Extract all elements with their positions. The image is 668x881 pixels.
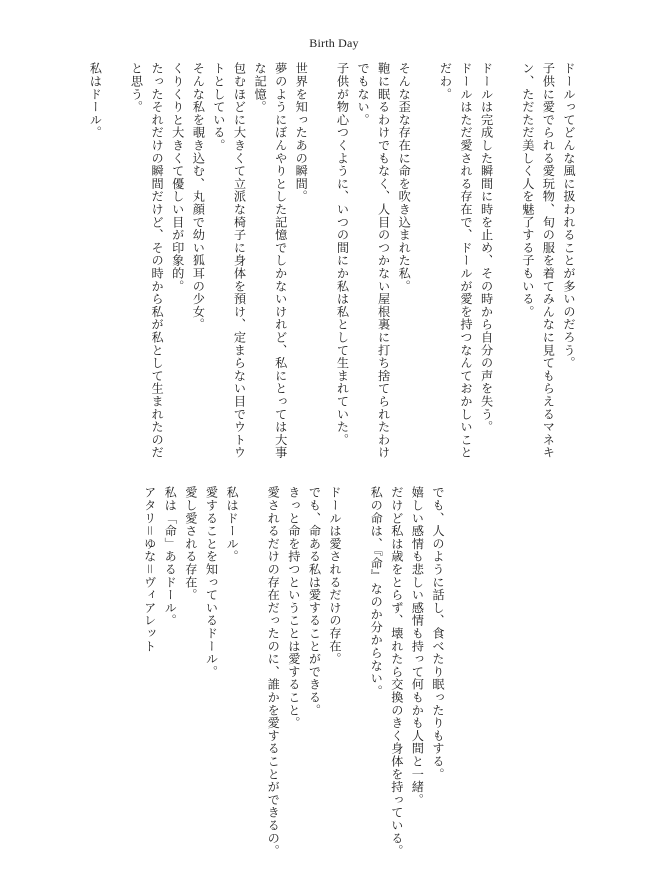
text-line: 愛することを知っているドール。	[204, 486, 219, 678]
text-line: 鞄に眠るわけでもなく、人目のつかない屋根裏に打ち捨てられたわけ	[376, 62, 391, 459]
text-line: 子供が物心つくように、いつの間にか私は私として生まれていた。	[335, 62, 350, 446]
text-line: ドールってどんな風に扱われることが多いのだろう。	[562, 62, 576, 370]
text-line: 私の命は、『命』なのか分からない。	[369, 486, 384, 698]
text-line: たったそれだけの瞬間だけど、その時から私が私として生まれたのだ	[150, 62, 165, 459]
text-line: トとしている。	[211, 62, 226, 152]
text-line: ドールはただ愛される存在で、ドールが愛を持つなんておかしいこと	[459, 62, 474, 459]
text-line: そんな歪な存在に命を吹き込まれた私。	[397, 62, 412, 293]
text-line: 私は「命」あるドール。	[163, 486, 178, 627]
story-text-top	[85, 62, 579, 467]
text-line: な記憶。	[253, 62, 268, 114]
text-line: 私はドール。	[88, 62, 103, 139]
text-line: アタリ＝ゆな＝ヴィアレット	[142, 486, 157, 653]
text-line: きっと命を持つということは愛すること。	[286, 486, 301, 730]
text-line: ドールは愛されるだけの存在。	[328, 486, 343, 666]
text-line: ン、ただただ美しく人を魅了する子もいる。	[520, 62, 535, 318]
text-line: 愛されるだけの存在だったのに、誰かを愛することができるの。	[266, 486, 281, 858]
text-line: だわ。	[438, 62, 453, 101]
story-text-bottom	[139, 486, 448, 866]
text-line: くりくりと大きくて優しい目が印象的。	[170, 62, 185, 293]
text-line: でもない。	[356, 62, 371, 126]
page-title: Birth Day	[309, 36, 359, 50]
text-line: ドールは完成した瞬間に時を止め、その時から自分の声を失う。	[479, 62, 494, 434]
text-line: 子供に愛でられる愛玩物、旬の服を着てみんなに見てもらえるマネキ	[541, 62, 556, 459]
text-line: 包むほどに大きくて立派な椅子に身体を預け、定まらない目でウトウ	[232, 62, 247, 459]
text-line: そんな私を覗き込む、丸顔で幼い狐耳の少女。	[191, 62, 206, 331]
text-line: 愛し愛される存在。	[183, 486, 198, 602]
text-line: 夢のようにぼんやりとした記憶でしかないけれど、私にとっては大事	[273, 62, 288, 459]
text-line: と思う。	[129, 62, 144, 114]
text-line: 世界を知ったあの瞬間。	[294, 62, 309, 203]
text-line: でも、命ある私は愛することができる。	[307, 486, 322, 717]
text-line: だけど私は歳をとらず、壊れたら交換のきく身体を持っている。	[389, 486, 404, 858]
text-line: でも、人のように話し、食べたり眠ったりもする。	[431, 486, 445, 781]
text-line: 嬉しい感情も悲しい感情も持って何もかも人間と一緒。	[410, 486, 425, 806]
text-line: 私はドール。	[225, 486, 240, 563]
